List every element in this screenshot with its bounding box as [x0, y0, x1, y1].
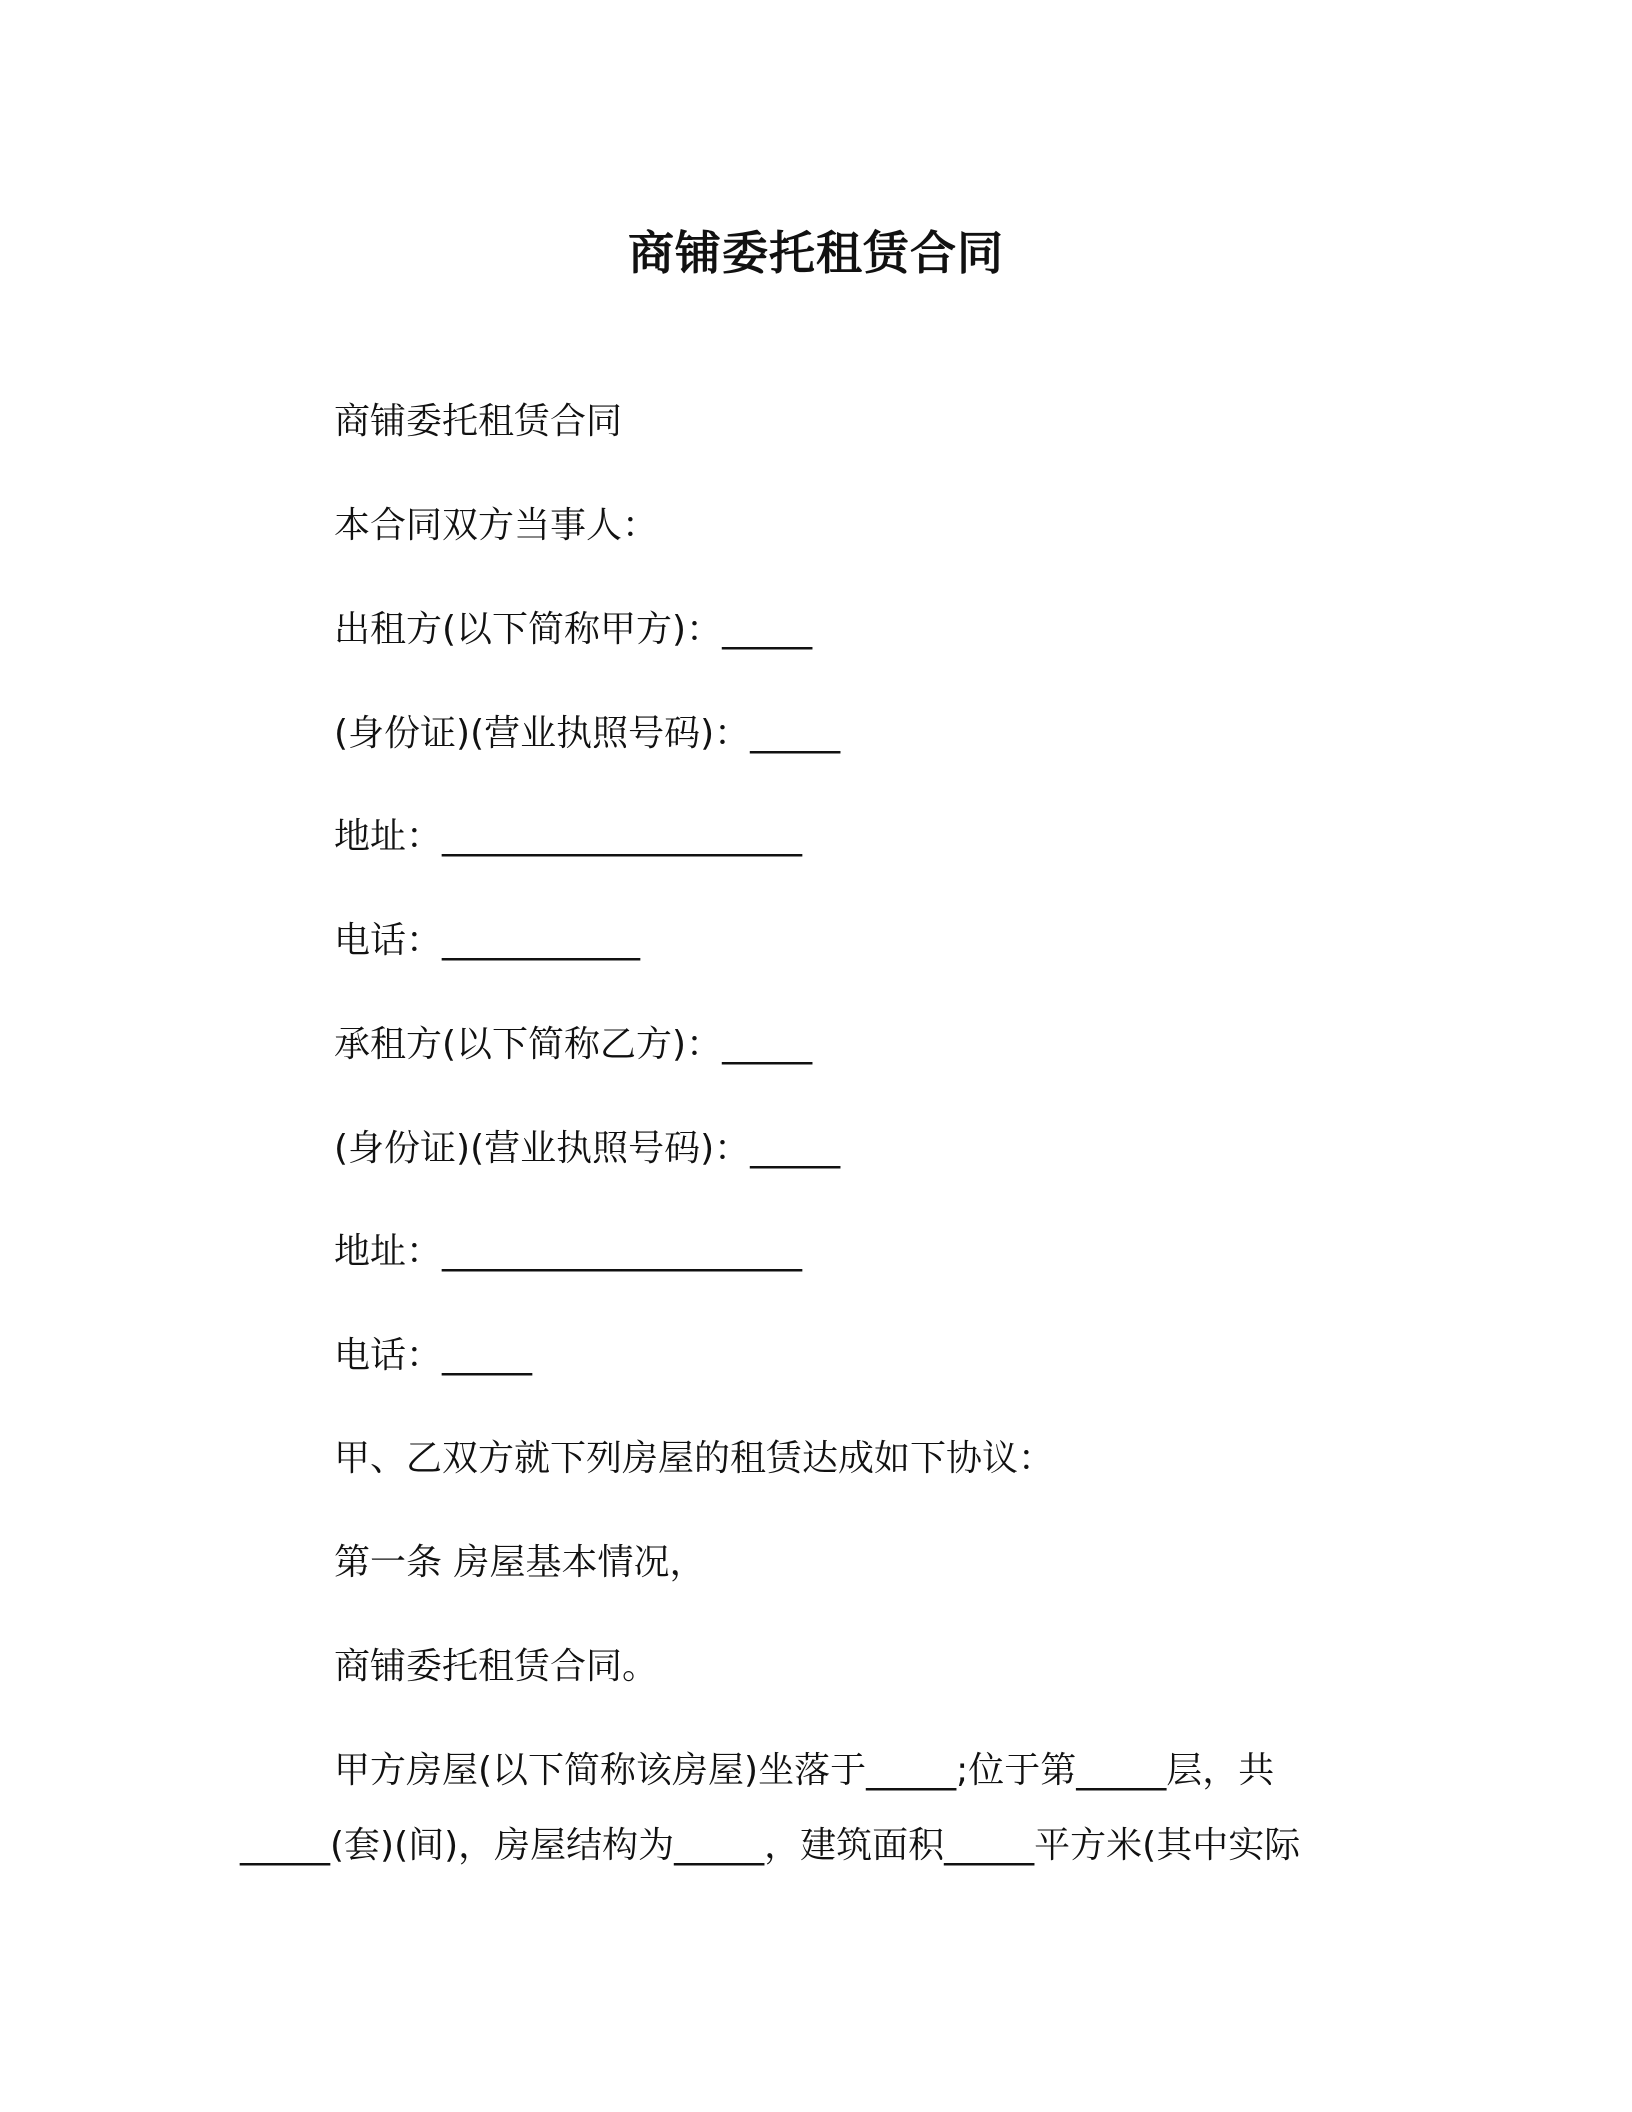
- property-location-line: 甲方房屋(以下简称该房屋)坐落于_____;位于第_____层，共: [334, 1750, 1275, 1791]
- lessee-phone-field: 电话：_____: [334, 1335, 533, 1376]
- article-one-heading: 第一条 房屋基本情况，: [334, 1542, 706, 1583]
- property-structure-line: _____(套)(间)，房屋结构为_____，建筑面积_____平方米(其中实际: [240, 1825, 1301, 1866]
- lessor-id-field: (身份证)(营业执照号码)：_____: [334, 713, 841, 754]
- document-title: 商铺委托租赁合同: [628, 226, 1004, 280]
- lessor-address-field: 地址：____________________: [334, 816, 803, 857]
- lessor-name-field: 出租方(以下简称甲方)：_____: [334, 609, 813, 650]
- agreement-intro: 甲、乙双方就下列房屋的租赁达成如下协议：: [334, 1438, 1055, 1479]
- paragraph-heading: 商铺委托租赁合同: [334, 401, 623, 442]
- lessee-address-field: 地址：____________________: [334, 1231, 803, 1272]
- lessor-phone-field: 电话：___________: [334, 920, 641, 961]
- article-one-subtitle: 商铺委托租赁合同。: [334, 1646, 659, 1687]
- lessee-name-field: 承租方(以下简称乙方)：_____: [334, 1024, 813, 1065]
- parties-intro: 本合同双方当事人：: [334, 505, 659, 546]
- lessee-id-field: (身份证)(营业执照号码)：_____: [334, 1128, 841, 1169]
